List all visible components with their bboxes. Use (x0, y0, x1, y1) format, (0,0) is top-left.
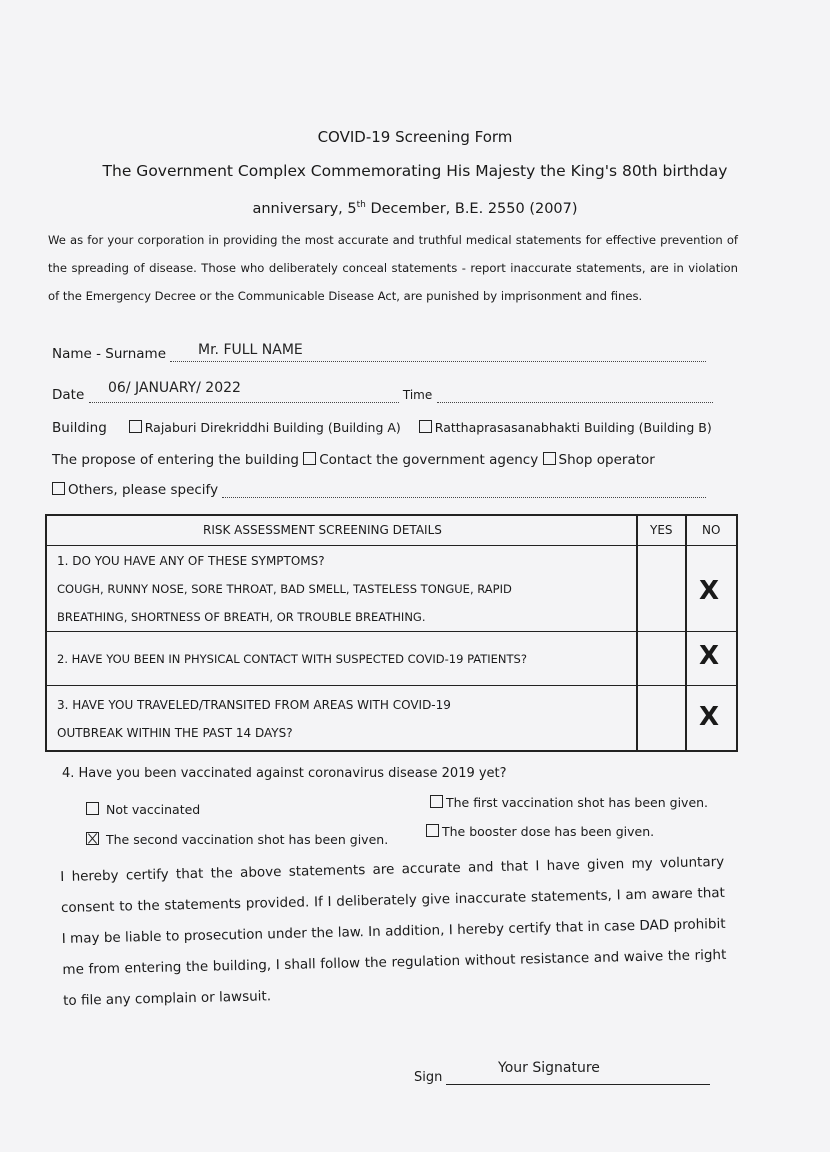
table-row-q1 (47, 546, 736, 632)
purpose-shop-checkbox[interactable] (543, 452, 556, 465)
signature-value: Your Signature (498, 1060, 600, 1076)
vaccine-not-option (86, 802, 200, 817)
form-title: COVID-19 Screening Form (317, 128, 513, 146)
first-shot-label: The first vaccination shot has been given. (446, 795, 709, 810)
table-row-q3 (47, 686, 736, 750)
others-field[interactable] (222, 485, 706, 498)
purpose-contact-checkbox[interactable] (303, 452, 316, 465)
purpose-shop-label: Shop operator (558, 452, 655, 468)
vaccination-question: 4. Have you been vaccinated against coronavirus disease 2019 yet? (62, 766, 507, 781)
building-b-checkbox[interactable] (419, 420, 432, 433)
building-row (52, 420, 712, 436)
booster-label: The booster dose has been given. (442, 824, 655, 839)
name-row (52, 346, 706, 362)
vaccine-second-option (86, 832, 388, 847)
table-header-label: RISK ASSESSMENT SCREENING DETAILS (203, 523, 442, 537)
form-subtitle-line1: The Government Complex Commemorating His Majesty the King's 80th birthday (102, 162, 728, 180)
sign-label: Sign (414, 1070, 443, 1085)
table-header-row (47, 516, 736, 546)
risk-assessment-table (45, 514, 738, 752)
no-column-header: NO (702, 523, 721, 537)
intro-paragraph: We as for your corporation in providing the most accurate and truthful medical statements for effective prevention of the spreading of disease. Those who deliberately conceal statements - report inaccurate statements, are in violation of the Emergency Decree or the Communicable Disease Act, are punished by imprisonment and fines. (48, 233, 738, 303)
vaccine-booster-option (426, 824, 654, 839)
vaccine-first-option (430, 795, 708, 810)
time-field[interactable] (437, 390, 713, 403)
q3-line2: OUTBREAK WITHIN THE PAST 14 DAYS? (57, 726, 293, 740)
name-value: Mr. FULL NAME (198, 342, 303, 358)
building-label: Building (52, 420, 107, 436)
yes-column-header: YES (650, 523, 673, 537)
q1-line3: BREATHING, SHORTNESS OF BREATH, OR TROUBLE BREATHING. (57, 610, 426, 624)
purpose-row (52, 452, 655, 468)
time-label: Time (402, 388, 433, 402)
q3-no-mark[interactable]: X (699, 702, 720, 732)
q2-no-mark[interactable]: X (699, 641, 720, 671)
purpose-contact-label: Contact the government agency (319, 452, 539, 468)
q3-line1: 3. HAVE YOU TRAVELED/TRANSITED FROM AREAS WITH COVID-19 (57, 698, 451, 712)
not-vaccinated-checkbox[interactable] (86, 802, 99, 815)
signature-line[interactable] (446, 1084, 710, 1085)
certification-paragraph: I hereby certify that the above statements are accurate and that I have given my voluntary consent to the statements provided. If I deliberately give inaccurate statements, I am aware that I may be liable to prosecution under the law. In addition, I hereby certify that in case DAD prohibit me from entering the building, I shall follow the regulation without resistance and waive the right to file any complain or lawsuit. (60, 853, 727, 1009)
others-row (52, 482, 706, 498)
name-label: Name - Surname (52, 346, 167, 362)
first-shot-checkbox[interactable] (430, 795, 443, 808)
not-vaccinated-label: Not vaccinated (105, 802, 201, 817)
second-shot-checkbox[interactable] (86, 832, 99, 845)
table-row-q2 (47, 632, 736, 686)
others-checkbox[interactable] (52, 482, 65, 495)
q1-line2: COUGH, RUNNY NOSE, SORE THROAT, BAD SMELL, TASTELESS TONGUE, RAPID (57, 582, 512, 596)
booster-checkbox[interactable] (426, 824, 439, 837)
others-label: Others, please specify (68, 482, 219, 498)
second-shot-label: The second vaccination shot has been given. (105, 832, 389, 847)
building-a-label: Rajaburi Direkriddhi Building (Building A) (144, 420, 401, 435)
purpose-label: The propose of entering the building (52, 452, 299, 468)
form-subtitle-line2: anniversary, 5th December, B.E. 2550 (2007) (252, 200, 578, 217)
q1-no-mark[interactable]: X (699, 576, 720, 606)
date-label: Date (52, 387, 85, 403)
building-a-checkbox[interactable] (129, 420, 142, 433)
q1-line1: 1. DO YOU HAVE ANY OF THESE SYMPTOMS? (57, 554, 325, 568)
q2-line1: 2. HAVE YOU BEEN IN PHYSICAL CONTACT WITH SUSPECTED COVID-19 PATIENTS? (57, 652, 527, 666)
date-value: 06/ JANUARY/ 2022 (108, 380, 241, 396)
building-b-label: Ratthaprasasanabhakti Building (Building B) (434, 420, 712, 435)
